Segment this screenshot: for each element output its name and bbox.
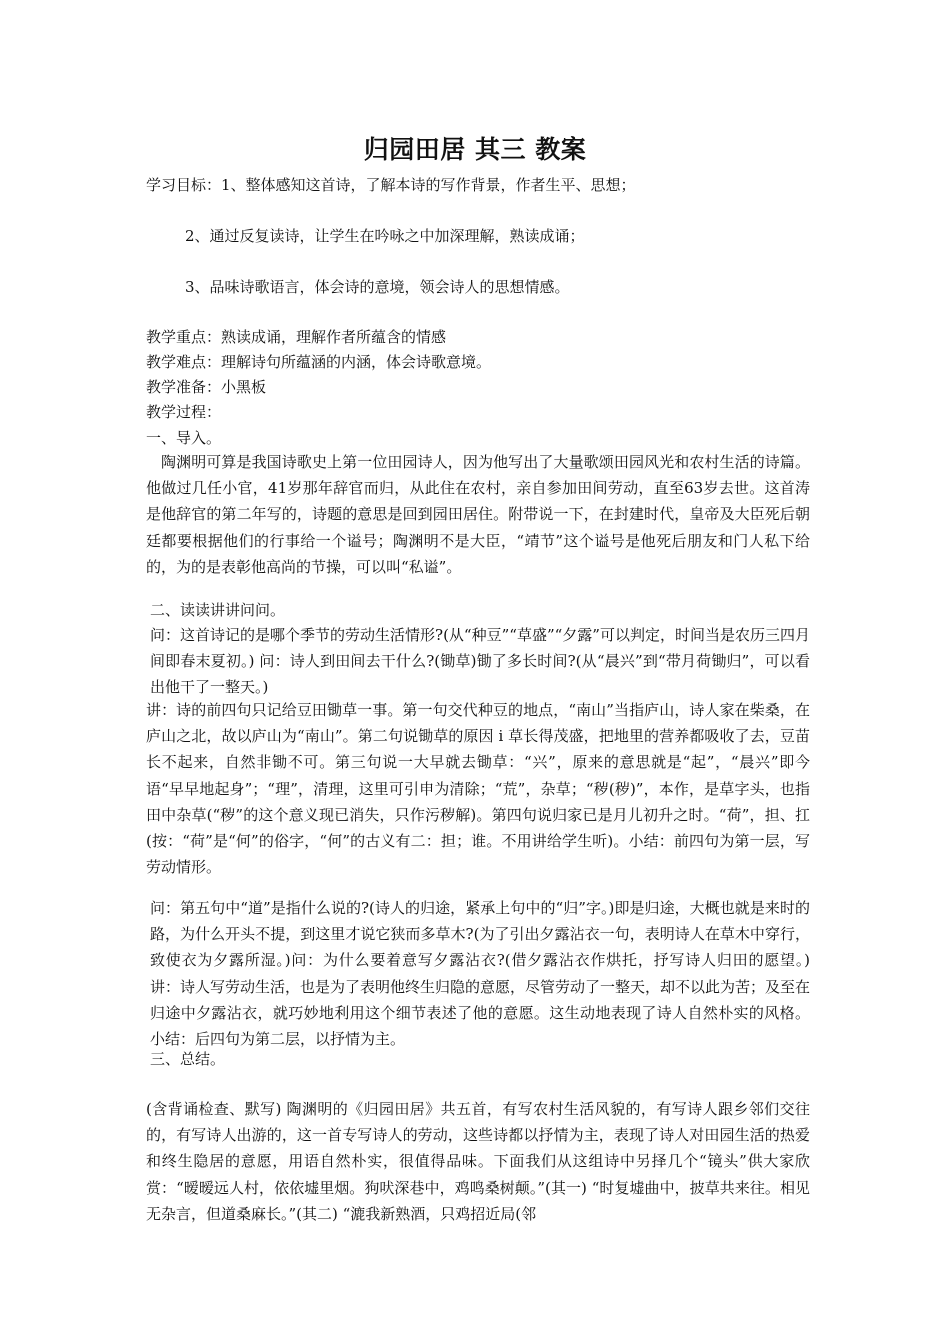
explanation-paragraph: 讲：诗的前四句只记给豆田锄草一事。第一句交代种豆的地点，“南山”当指庐山，诗人家在柴桑，在庐山之北，故以庐山为“南山”。第二句说锄草的原因 i 草长得茂盛，把地里的营养都吸收了去，豆苗长不起来，自然非锄不可。第三句说一大早就去锄草：“兴”，原来的意思就是“起”，“晨兴”即今语“早早地起身”；“理”，清理，这里可引申为清除；“荒”，杂草；“秽(秽)”，本作，是草字头，也指田中杂草(“秽”的这个意义现已消失，只作污秽解)。第四句说归家已是月儿初升之时。“荷”，担、扛(按：“荷”是“何”的俗字，“何”的古义有二：担；谁。不用讲给学生听)。小结：前四句为第一层，写劳动情形。 bbox=[146, 701, 810, 877]
teaching-process: 教学过程： bbox=[146, 403, 222, 421]
teaching-difficulty: 教学难点：理解诗句所蕴涵的内涵，体会诗歌意境。 bbox=[146, 353, 492, 371]
objective-line-1: 学习目标：1、整体感知这首诗，了解本诗的写作背景，作者生平、思想； bbox=[146, 176, 636, 194]
question-paragraph-2: 问：第五句中“道”是指什么说的?(诗人的归途，紧承上句中的“归”字。)即是归途，大概也就是来时的路，为什么开头不提，到这里才说它狭而多草木?(为了引出夕露沾衣一句，表明诗人在草木中穿行，致使衣为夕露所湿。)问：为什么要着意写夕露沾衣?(借夕露沾衣作烘托，抒写诗人归田的愿望。) 讲：诗人写劳动生活，也是为了表明他终生归隐的意愿，尽管劳动了一整天，却不以此为苦；及至在归途中夕露沾衣，就巧妙地利用这个细节表述了他的意愿。这生动地表现了诗人自然朴实的风格。 小结：后四句为第二层，以抒情为主。 bbox=[150, 899, 811, 1049]
section-heading-reading: 二、读读讲讲问问。 bbox=[150, 601, 286, 619]
question-paragraph-1: 问：这首诗记的是哪个季节的劳动生活情形?(从“种豆”“草盛”“夕露”可以判定，时间当是农历三四月间即春末夏初。) 问：诗人到田间去干什么?(锄草)锄了多长时间?(从“晨兴”到“带月荷锄归”，可以看出他干了一整天。) bbox=[150, 626, 810, 697]
objective-line-2: 2、通过反复读诗，让学生在吟咏之中加深理解，熟读成诵； bbox=[185, 227, 585, 245]
summary-paragraph: (含背诵检查、默写) 陶渊明的《归园田居》共五首，有写农村生活风貌的，有写诗人跟乡邻们交往的，有写诗人出游的，这一首专写诗人的劳动，这些诗都以抒情为主，表现了诗人对田园生活的热爱和终生隐居的意愿，用语自然朴实，很值得品味。下面我们从这组诗中另择几个“镜头”供大家欣赏：“暧暧远人村，依依墟里烟。狗吠深巷中，鸡鸣桑树颠。”(其一) “时复墟曲中，披草共来往。相见无杂言，但道桑麻长。”(其二) “漉我新熟酒，只鸡招近局(邻 bbox=[146, 1100, 810, 1223]
teaching-focus: 教学重点：熟读成诵，理解作者所蕴含的情感 bbox=[146, 328, 447, 346]
teaching-preparation: 教学准备：小黑板 bbox=[146, 378, 267, 396]
document-title: 归园田居 其三 教案 bbox=[363, 135, 587, 164]
section-heading-summary: 三、总结。 bbox=[150, 1050, 226, 1068]
section-heading-intro: 一、导入。 bbox=[146, 429, 222, 447]
intro-paragraph: 陶渊明可算是我国诗歌史上第一位田园诗人，因为他写出了大量歌颂田园风光和农村生活的诗篇。他做过几任小官，41岁那年辞官而归，从此住在农村，亲自参加田间劳动，直至63岁去世。这首涛是他辞官的第二年写的，诗题的意思是回到园田居住。附带说一下，在封建时代，皇帝及大臣死后朝廷都要根据他们的行事给一个谥号；陶渊明不是大臣，“靖节”这个谥号是他死后朋友和门人私下给的，为的是表彰他高尚的节操，可以叫“私谥”。 bbox=[146, 453, 810, 576]
objective-line-3: 3、品味诗歌语言，体会诗的意境，领会诗人的思想情感。 bbox=[185, 278, 570, 296]
